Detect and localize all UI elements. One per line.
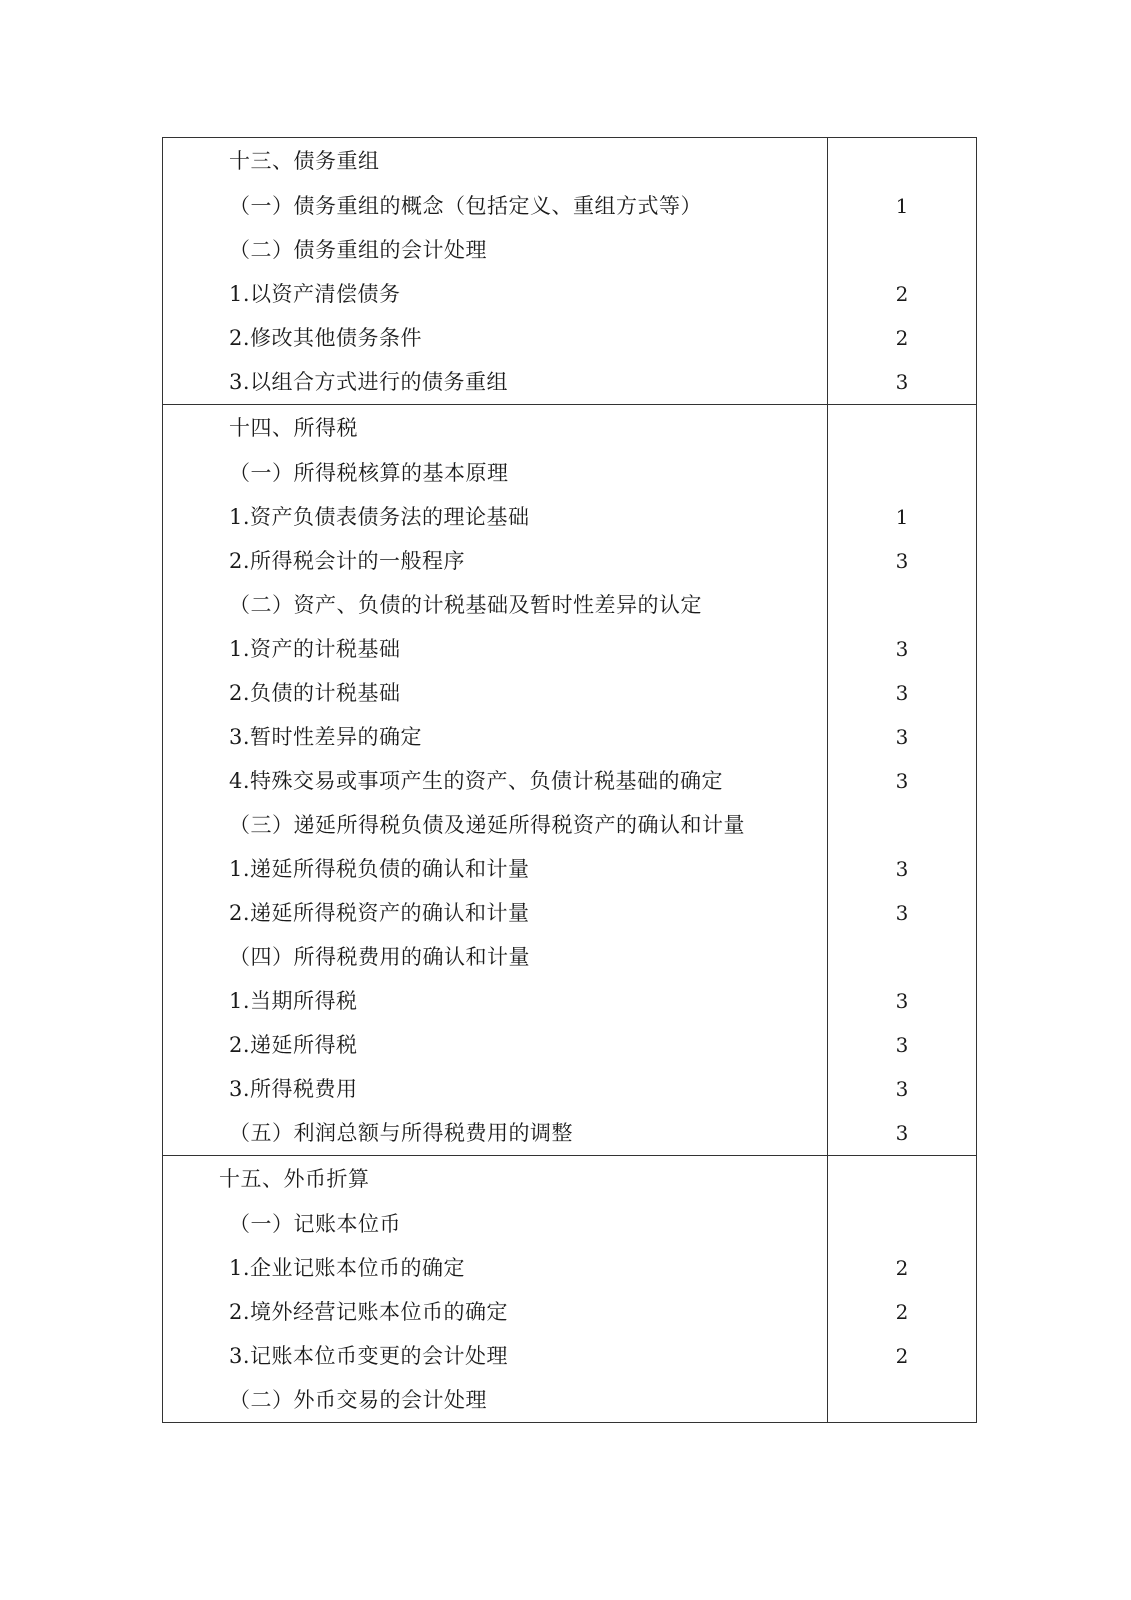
level-value [828,228,976,272]
section-heading-row [163,138,977,185]
syllabus-item-text: （三）递延所得税负债及递延所得税资产的确认和计量 [229,813,745,837]
syllabus-table [162,137,977,1423]
level-cell [828,1246,977,1290]
syllabus-item-text: 2.修改其他债务条件 [229,326,423,350]
level-cell [828,671,977,715]
syllabus-table-body [163,138,977,1423]
level-cell [828,583,977,627]
content-cell [163,1202,828,1246]
level-cell [828,316,977,360]
level-cell [828,847,977,891]
content-cell [163,451,828,495]
syllabus-item-text: 3.所得税费用 [229,1077,358,1101]
section-title: 十三、债务重组 [229,149,380,173]
level-value: 1 [895,194,909,218]
syllabus-item-text: 4.特殊交易或事项产生的资产、负债计税基础的确定 [229,769,724,793]
syllabus-row [163,759,977,803]
syllabus-row [163,272,977,316]
level-cell [828,627,977,671]
level-value: 3 [895,681,909,705]
level-cell [828,451,977,495]
level-cell [828,405,977,452]
content-cell [163,360,828,405]
level-value: 3 [895,1077,909,1101]
level-value [828,1156,976,1202]
section-heading-row [163,405,977,452]
syllabus-row [163,979,977,1023]
level-value: 3 [895,901,909,925]
content-cell [163,495,828,539]
content-cell [163,272,828,316]
level-value: 3 [895,1033,909,1057]
level-cell [828,803,977,847]
level-cell [828,228,977,272]
level-value: 2 [895,1256,909,1280]
level-cell [828,1334,977,1378]
content-cell [163,539,828,583]
section-title: 十四、所得税 [229,416,358,440]
syllabus-row [163,627,977,671]
content-cell [163,671,828,715]
syllabus-item-text: 2.递延所得税 [229,1033,358,1057]
content-cell [163,184,828,228]
syllabus-row [163,715,977,759]
syllabus-item-text: （四）所得税费用的确认和计量 [229,945,530,969]
syllabus-item-text: 2.负债的计税基础 [229,681,401,705]
level-cell [828,715,977,759]
level-value: 3 [895,637,909,661]
level-value: 3 [895,549,909,573]
section-title: 十五、外币折算 [219,1167,370,1191]
level-cell [828,360,977,405]
level-value [828,583,976,627]
content-cell [163,1290,828,1334]
syllabus-row [163,1067,977,1111]
syllabus-item-text: （二）资产、负债的计税基础及暂时性差异的认定 [229,593,702,617]
level-cell [828,1111,977,1156]
level-value: 2 [895,1300,909,1324]
syllabus-row [163,671,977,715]
level-cell [828,891,977,935]
level-value: 3 [895,989,909,1013]
content-cell [163,803,828,847]
content-cell [163,1023,828,1067]
level-cell [828,1156,977,1203]
syllabus-row [163,360,977,405]
syllabus-row [163,1023,977,1067]
syllabus-row [163,847,977,891]
level-value: 2 [895,1344,909,1368]
syllabus-item-text: 2.递延所得税资产的确认和计量 [229,901,530,925]
level-cell [828,979,977,1023]
level-value: 2 [895,326,909,350]
syllabus-item-text: 1.以资产清偿债务 [229,282,401,306]
syllabus-item-text: 1.资产的计税基础 [229,637,401,661]
content-cell [163,891,828,935]
syllabus-row [163,184,977,228]
content-cell [163,1111,828,1156]
level-value [828,1202,976,1246]
content-cell [163,1378,828,1423]
level-cell [828,759,977,803]
level-value: 3 [895,370,909,394]
content-cell [163,759,828,803]
level-cell [828,1290,977,1334]
syllabus-item-text: （二）外币交易的会计处理 [229,1388,487,1412]
syllabus-row [163,451,977,495]
syllabus-item-text: 1.企业记账本位币的确定 [229,1256,466,1280]
level-cell [828,495,977,539]
content-cell [163,1156,828,1203]
level-value [828,803,976,847]
syllabus-row [163,316,977,360]
content-cell [163,627,828,671]
syllabus-row [163,1334,977,1378]
syllabus-item-text: 1.资产负债表债务法的理论基础 [229,505,530,529]
content-cell [163,138,828,185]
syllabus-item-text: （一）所得税核算的基本原理 [229,461,509,485]
level-value: 1 [895,505,909,529]
syllabus-row [163,1246,977,1290]
content-cell [163,405,828,452]
level-cell [828,138,977,185]
level-cell [828,539,977,583]
level-value: 2 [895,282,909,306]
syllabus-item-text: 2.境外经营记账本位币的确定 [229,1300,509,1324]
content-cell [163,228,828,272]
syllabus-row [163,495,977,539]
content-cell [163,583,828,627]
syllabus-item-text: 3.记账本位币变更的会计处理 [229,1344,509,1368]
level-cell [828,935,977,979]
syllabus-row [163,539,977,583]
level-cell [828,184,977,228]
syllabus-row [163,803,977,847]
syllabus-row [163,583,977,627]
level-cell [828,1023,977,1067]
level-cell [828,1378,977,1423]
level-cell [828,1067,977,1111]
level-cell [828,1202,977,1246]
syllabus-item-text: 1.递延所得税负债的确认和计量 [229,857,530,881]
content-cell [163,1246,828,1290]
syllabus-row [163,1202,977,1246]
level-value [828,935,976,979]
level-value [828,405,976,451]
syllabus-row [163,1378,977,1423]
syllabus-item-text: （一）记账本位币 [229,1212,401,1236]
level-value [828,138,976,184]
syllabus-item-text: 1.当期所得税 [229,989,358,1013]
syllabus-item-text: （五）利润总额与所得税费用的调整 [229,1121,573,1145]
syllabus-row [163,1290,977,1334]
syllabus-row [163,891,977,935]
level-value [828,1378,976,1422]
level-value: 3 [895,725,909,749]
syllabus-row [163,228,977,272]
content-cell [163,715,828,759]
syllabus-item-text: 2.所得税会计的一般程序 [229,549,466,573]
level-value: 3 [895,769,909,793]
content-cell [163,935,828,979]
content-cell [163,1067,828,1111]
content-cell [163,979,828,1023]
syllabus-item-text: （一）债务重组的概念（包括定义、重组方式等） [229,194,702,218]
level-value [828,451,976,495]
syllabus-item-text: 3.以组合方式进行的债务重组 [229,370,509,394]
syllabus-row [163,1111,977,1156]
section-heading-row [163,1156,977,1203]
syllabus-item-text: （二）债务重组的会计处理 [229,238,487,262]
level-cell [828,272,977,316]
syllabus-row [163,935,977,979]
level-value: 3 [895,857,909,881]
level-value: 3 [895,1121,909,1145]
content-cell [163,847,828,891]
content-cell [163,316,828,360]
syllabus-item-text: 3.暂时性差异的确定 [229,725,423,749]
content-cell [163,1334,828,1378]
